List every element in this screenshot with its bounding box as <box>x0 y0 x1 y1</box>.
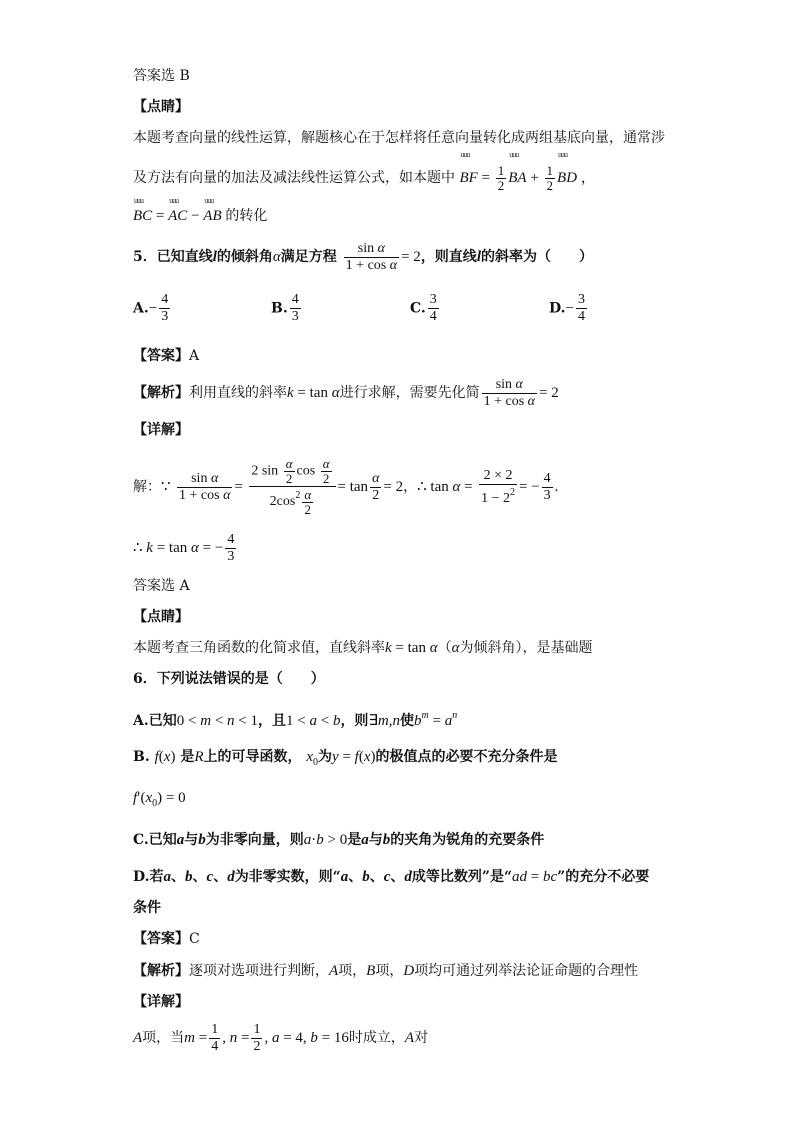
q6-option-a: A.已知0 < m < n < 1，且1 < a < b，则∃m,n使$b^m = a^n$ <box>133 710 458 729</box>
dianjing-text-q4-line2: 及方法有向量的加法及减法线性运算公式，如本题中 uuu BF = $\frac{1}{2}$ uuu BA + $\frac{1}{2}$ uuu BD ， <box>133 160 596 196</box>
slope-result-q5: ∴ k = tan α = − $\frac{4}{3}$ <box>133 531 235 564</box>
q6-option-d-line1: D.若a、b、c、d为非零实数，则“a、b、c、d成等比数列”是“ad = bc”的充分不必要 <box>133 869 650 885</box>
option-c: C. $\frac{3}{4}$ <box>410 292 437 324</box>
vector-formula-bf: uuu BF = $\frac{1}{2}$ uuu BA + $\frac{1}{2}$ uuu BD ， <box>459 170 595 186</box>
option-a: A.− $\frac{4}{3}$ <box>133 292 169 324</box>
dianjing-text-q4-line1: 本题考查向量的线性运算，解题核心在于怎样将任意向量转化成两组基底向量，通常涉 <box>133 130 665 146</box>
option-d: D.− $\frac{3}{4}$ <box>549 292 585 324</box>
xiangjie-tag-q5: 【详解】 <box>133 422 189 438</box>
q6-option-b-formula: $f'(x_0) = 0$ <box>133 790 186 809</box>
answer-q6: 【答案】C <box>133 931 200 947</box>
question-5-stem: 5．已知直线l的倾斜角α满足方程 $\frac{\text{sin α}}{\text{1 + cos α}}$ = 2，则直线l的斜率为（ ） <box>133 240 593 273</box>
answer-choice-q4: 答案选 B <box>133 68 190 84</box>
jiexi-q5: 【解析】利用直线的斜率k = tan α进行求解，需要先化简 $\frac{\text{sin α}}{\text{1 + cos α}}$ = 2 <box>133 376 559 409</box>
dianjing-tag-q4: 【点睛】 <box>133 99 189 115</box>
dianjing-text-q4-line3: uuu BC = uuu AC − uuu AB 的转化 <box>133 206 267 226</box>
question-6-stem: 6．下列说法错误的是（ ） <box>133 671 325 687</box>
answer-q5: 【答案】A <box>133 348 200 364</box>
solution-line-q5: 解：∵ $\frac{\text{sin α}}{\text{1 + cos α}}$ = 2 sin $\frac{\alpha}{2}$ cos $\frac{\alpha}{2}$ $2\cos^2$ $\frac{\alpha}{2}$ = tan $\frac{\alpha}{2}$ = 2，∴ tan α = $\frac{2 \times 2}{1 - 2^2}$ = − $\frac{4}{3}$ . <box>133 456 559 517</box>
q6-option-c: C.已知a与b为非零向量，则a·b > 0是a与b的夹角为锐角的充要条件 <box>133 832 545 848</box>
jiexi-q6: 【解析】逐项对选项进行判断，A项，B项，D项均可通过列举法论证命题的合理性 <box>133 963 639 979</box>
xiangjie-tag-q6: 【详解】 <box>133 994 189 1010</box>
answer-choice-q5: 答案选 A <box>133 578 190 594</box>
vector-formula-bc: uuu BC = uuu AC − uuu AB <box>133 208 225 224</box>
q6-option-b: B. f(x) 是R上的可导函数， $x_0$为y = f(x)的极值点的必要不充分条件是 <box>133 749 558 768</box>
option-b: B. $\frac{4}{3}$ <box>271 292 299 324</box>
q6-option-d-line2: 条件 <box>133 900 161 916</box>
equation-fraction: $\frac{\text{sin α}}{\text{1 + cos α}}$ <box>345 240 398 273</box>
dianjing-tag-q5: 【点睛】 <box>133 609 189 625</box>
q6-detail-a: A项，当m = $\frac{1}{4}$ , n = $\frac{1}{2}$ , a = 4, b = 16时成立，A对 <box>133 1021 429 1054</box>
dianjing-text-q5: 本题考查三角函数的化简求值，直线斜率k = tan α（α为倾斜角），是基础题 <box>133 640 593 656</box>
